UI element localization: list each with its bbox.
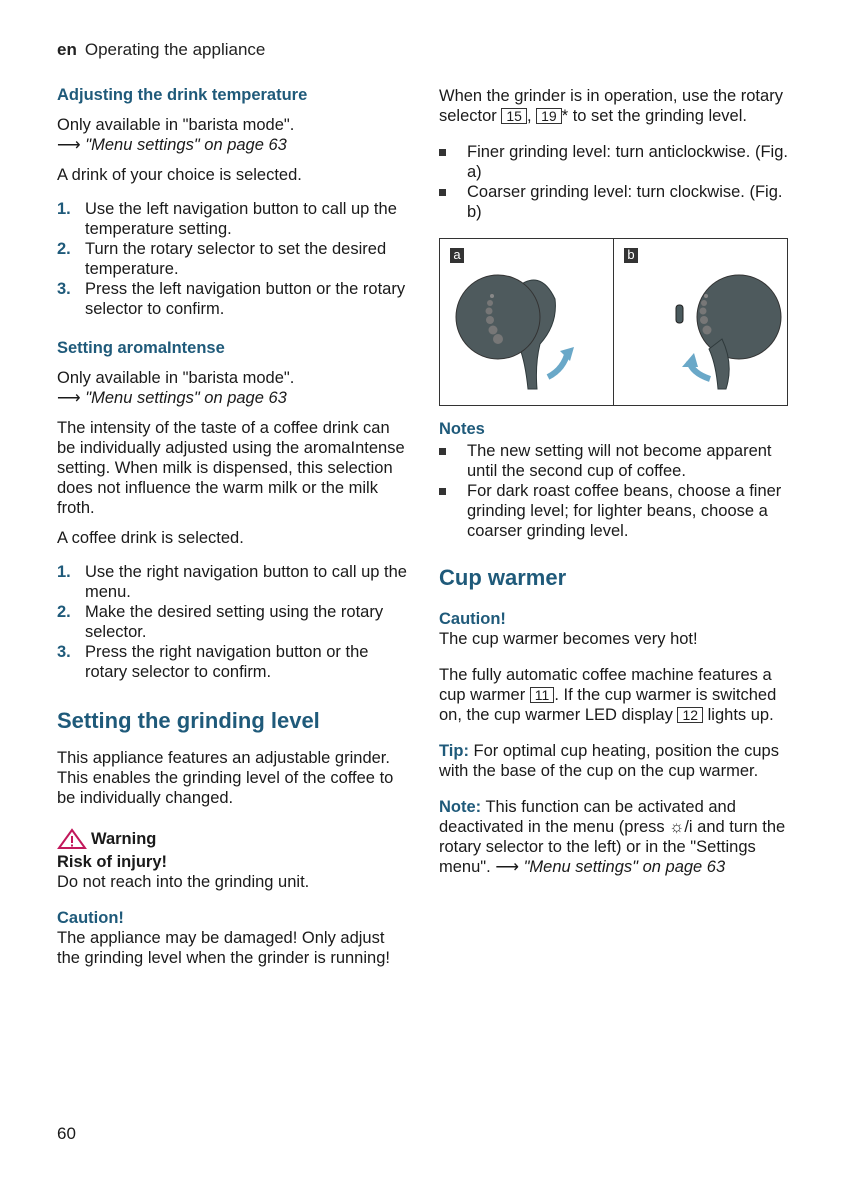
grinder-knob-anticlockwise-illustration [440, 239, 613, 405]
list-item: 3. Press the left navigation button or the rotary selector to confirm. [57, 280, 406, 318]
aroma-avail-text: Only available in "barista mode". [57, 369, 295, 387]
list-item: Coarser grinding level: turn clockwise. (Fig. b) [439, 182, 789, 222]
figure-a-tag: a [450, 248, 464, 263]
section-title: Operating the appliance [84, 40, 266, 59]
temp-ref-link[interactable]: "Menu settings" on page 63 [85, 136, 287, 154]
page-header [57, 40, 265, 60]
language-code: en [57, 40, 77, 59]
temp-precondition: A drink of your choice is selected. [57, 166, 302, 184]
arrow-icon: ⟶ [57, 389, 81, 407]
grind-heading: Setting the grinding level [57, 708, 320, 733]
cup-caution-title: Caution! [439, 610, 506, 628]
list-item: 2. Make the desired setting using the rotary selector. [57, 603, 384, 641]
grinder-knob-clockwise-illustration [614, 239, 787, 405]
notes-title: Notes [439, 420, 485, 438]
left-column [57, 86, 407, 968]
grind-description: This appliance features an adjustable grinder. This enables the grinding level of the coffee to be individually changed. [57, 749, 394, 807]
list-item: 3. Press the right navigation button or the rotary selector to confirm. [57, 643, 369, 681]
aroma-description: The intensity of the taste of a coffee drink can be individually adjusted using the aromaIntense setting. When milk is dispensed, this selection does not influence the warm milk or the milk froth. [57, 419, 405, 517]
page-number: 60 [57, 1124, 76, 1143]
caution-text: The appliance may be damaged! Only adjust the grinding level when the grinder is running! [57, 929, 390, 967]
aroma-ref-link[interactable]: "Menu settings" on page 63 [85, 389, 287, 407]
ref-box-11: 11 [530, 687, 555, 703]
figure-b [614, 239, 787, 405]
right-column [439, 86, 789, 887]
tip-label: Tip: [439, 742, 469, 760]
arrow-icon: ⟶ [495, 858, 519, 876]
temp-steps [57, 199, 407, 319]
warning-title [57, 828, 407, 850]
note-text: This function can be activated and deactivated in the menu (press ☼/i and turn the rotary selector to the left) or in the "Settings menu". [439, 798, 786, 876]
cup-warmer-description [439, 665, 789, 725]
cup-caution-text: The cup warmer becomes very hot! [439, 630, 698, 648]
caution-title: Caution! [57, 909, 124, 927]
list-item: The new setting will not become apparent until the second cup of coffee. [439, 441, 789, 481]
warning-triangle-icon [57, 828, 87, 850]
arrow-icon: ⟶ [57, 136, 81, 154]
list-item: Finer grinding level: turn anticlockwise. (Fig. a) [439, 142, 789, 182]
list-item: 1. Use the right navigation button to call up the menu. [57, 563, 407, 601]
list-item: 1. Use the left navigation button to call up the temperature setting. [57, 200, 397, 238]
warning-label: Warning [91, 829, 157, 848]
ref-box-12: 12 [677, 707, 703, 723]
aroma-precondition: A coffee drink is selected. [57, 529, 244, 547]
tip-text: For optimal cup heating, position the cups with the base of the cup on the cup warmer. [439, 742, 779, 780]
warning-subtitle: Risk of injury! [57, 853, 168, 871]
note-paragraph [439, 797, 789, 877]
cup-desc-b: . If the cup warmer is switched on, the cup warmer LED display [439, 686, 777, 724]
temp-heading: Adjusting the drink temperature [57, 86, 308, 104]
list-item: 2. Turn the rotary selector to set the desired temperature. [57, 240, 387, 278]
warning-block [57, 828, 407, 892]
cup-desc-a: The fully automatic coffee machine features a cup warmer [439, 666, 772, 704]
notes-list [439, 441, 789, 541]
grind-intro-text-end: * to set the grinding level. [561, 107, 747, 125]
note-label: Note: [439, 798, 482, 816]
ref-box-15: 15 [501, 108, 527, 124]
list-item: For dark roast coffee beans, choose a finer grinding level; for lighter beans, choose a coarser grinding level. [439, 481, 789, 541]
aroma-steps [57, 562, 407, 682]
temp-availability [57, 115, 407, 155]
cup-desc-c: lights up. [707, 706, 774, 724]
grinder-figure [439, 238, 788, 406]
aroma-availability [57, 368, 407, 408]
cup-warmer-heading: Cup warmer [439, 565, 567, 590]
figure-b-tag: b [624, 248, 638, 263]
grind-intro: When the grinder is in operation, use the rotary selector 15 , 19 * to set the grinding level. [439, 87, 783, 125]
aroma-heading: Setting aromaIntense [57, 339, 225, 357]
tip-paragraph [439, 741, 789, 781]
note-ref-link[interactable]: "Menu settings" on page 63 [523, 858, 726, 876]
warning-text: Do not reach into the grinding unit. [57, 873, 310, 891]
grind-intro-text: When the grinder is in operation, use the rotary selector [439, 87, 783, 125]
caution-block [57, 908, 407, 968]
grind-bullets [439, 142, 789, 222]
temp-avail-text: Only available in "barista mode". [57, 116, 295, 134]
ref-box-19: 19 [536, 108, 562, 124]
figure-a [440, 239, 614, 405]
